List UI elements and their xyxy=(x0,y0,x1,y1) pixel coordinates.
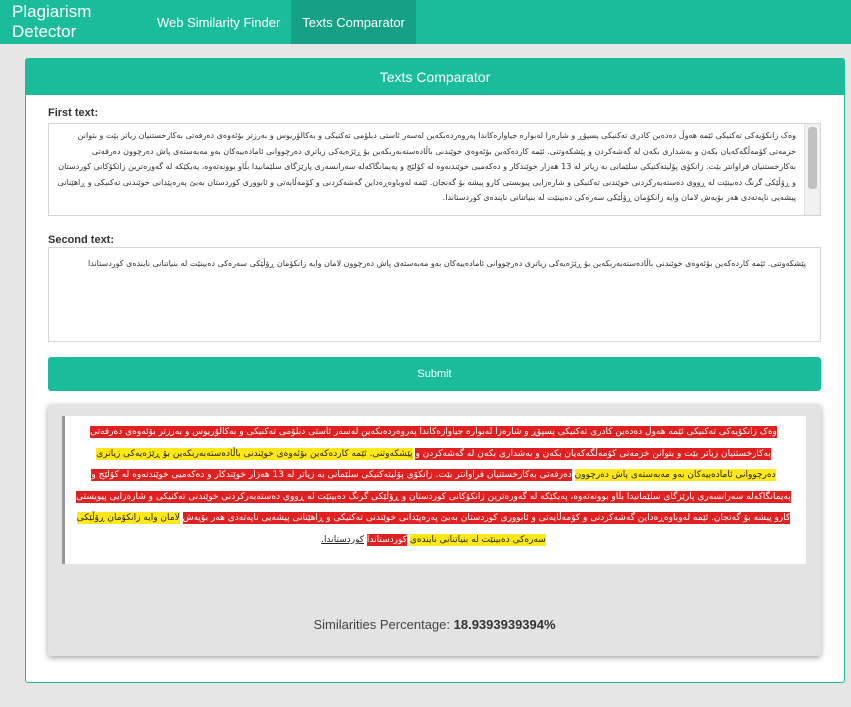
submit-button[interactable]: Submit xyxy=(48,357,821,391)
second-text-value: پێشکەوتنی. ئێمە کاردەکەین بۆئەوەی خوێندنی باڵادەستەبەربکەین بۆ ڕێژەیەکی زیاتری دەرچووانی ئامادەییەکان بەو مەبەستەی پاش دەرچوون لامان وایە زانکۆمان ڕۆڵێکی سەرەکی دەبینێت لە بنیاتنانی نایندەی کوردستاندا xyxy=(88,259,806,268)
first-text-scrollbar[interactable] xyxy=(804,124,820,215)
similarity-percentage xyxy=(48,617,821,632)
second-text-input[interactable] xyxy=(48,247,821,342)
brand-title[interactable]: Plagiarism Detector xyxy=(12,2,92,41)
match-segment-yellow: پێشکەوتنی. ئێمە کاردەکەین بۆئەوەی خوێندنی باڵادەستەبەربکەین بۆ ڕێژەیەکی زیاتری دەرچووانی ئامادەییەکان بەو مەبەستەی پاش دەرچوون xyxy=(96,448,776,481)
nav-web-similarity-finder[interactable]: Web Similarity Finder xyxy=(157,14,281,30)
second-text-label: Second text: xyxy=(48,234,115,246)
result-card xyxy=(48,404,821,656)
match-segment-red: دەرفەتی بەکارخستنیان فراوانتر بێت. زانکۆی پۆلیتەکنیکی سلێمانی بە زیاتر لە 13 هەزار خوێندکار و دەکەمیی خوێندنەوە لە کۆلێج و پەیمانگاکەلە سەرانسەری پارێزگای سلێمانیدا بڵاو بوونەتەوە، پەیکێکە لە گەورەترین زانکۆکانی کوردستان و ڕۆڵێکی گرنگ دەبینێت لە ڕووی دەستەبەرکردنی خوێندنی تەکنیکی و شارەزایی پیویستی کارو پیشە بۆ گەنجان. ئێمە لەوباوەڕەداین گەشەکردنی و کۆمەڵایەتی و ئابووری کوردستان بەبێ پەرەپێدانی خوێندنی تەکنیکی و ڕاهێنانی پیشەیی ناپەتەدی هەر بۆیەش xyxy=(76,470,791,524)
first-text-value: وەک زانکۆیەکی تەکنیکی ئێمە هەوڵ دەدەین کادری تەکنیکی پسپۆڕ و شارەزا لەبوارە جیاوازەکاندا پەروەردەبکەین لەسەر ئاستی دبلۆمی تەکنیکی و بەکالۆریوس و بەرزتر بۆئەوەی دەرفەتی بەکارخستنیان زیاتر بێت و بتوانن خزمەتی کۆمەڵگەکەیان بکەن و بەشداری بکەن لە گەشەکردن و پێشکەوتنی. ئێمە کاردەکەین بۆئەوەی خوێندنی باڵادەستەبەربکەین بۆ ڕێژەیەکی زیاتری دەرچووانی ئامادەییەکان بەو مەبەستەی پاش دەرچوون دەرفەتی بەکارخستنیان فراوانتر بێت. زانکۆی پۆلیتەکنیکی سلێمانی بە زیاتر لە 13 هەزار خوێندکار و دەکەمیی خوێندنەوە لە کۆلێج و پەیمانگاکەلە سەرانسەری پارێزگای سلێمانیدا بڵاو بوونەتەوە، پەیکێکە لە گەورەترین زانکۆکانی کوردستان و ڕۆڵێکی گرنگ دەبینێت لە ڕووی دەستەبەرکردنی خوێندنی تەکنیکی و شارەزایی پیویستی کارو پیشە بۆ گەنجان. ئێمە لەوباوەڕەداین گەشەکردنی و کۆمەڵایەتی و ئابووری کوردستان بەبێ پەرەپێدانی خوێندنی تەکنیکی و ڕاهێنانی پیشەیی ناپەتەدی هەر بۆیەش لامان وایە زانکۆمان ڕۆڵێکی سەرەکی دەبینێت لە بنیاتنانی نایندەی کوردستاندا. xyxy=(57,131,796,202)
similarity-value: 18.9393939394% xyxy=(453,617,556,632)
similarity-label: Similarities Percentage: xyxy=(313,617,450,632)
scrollbar-thumb[interactable] xyxy=(808,127,817,189)
match-segment-yellow: لامان وایە زانکۆمان ڕۆڵێکی سەرەکی دەبینێت لە بنیاتنانی نایندەی xyxy=(76,513,546,545)
top-navbar xyxy=(0,0,851,44)
texts-comparator-panel xyxy=(25,58,845,683)
match-segment-red: وەک زانکۆیەکی تەکنیکی ئێمە هەوڵ دەدەین کادری تەکنیکی پسپۆڕ و شارەزا لەبوارە جیاوازەکاندا پەروەردەبکەین لەسەر ئاستی دبلۆمی تەکنیکی و بەکالۆریوس و بەرزتر بۆئەوەی دەرفەتی بەکارخستنیان زیاتر بێت و بتوانن خزمەتی کۆمەڵگەکەیان بکەن و بەشداری بکەن لە گەشەکردن و xyxy=(90,427,777,459)
unmatched-segment: کوردستاندا. xyxy=(321,534,365,545)
highlighted-result xyxy=(62,416,806,564)
panel-title: Texts Comparator xyxy=(26,59,844,95)
first-text-label: First text: xyxy=(48,107,99,119)
first-text-input[interactable] xyxy=(48,123,821,216)
nav-texts-comparator[interactable]: Texts Comparator xyxy=(291,0,416,44)
match-segment-red: کوردستاندا xyxy=(366,534,407,545)
